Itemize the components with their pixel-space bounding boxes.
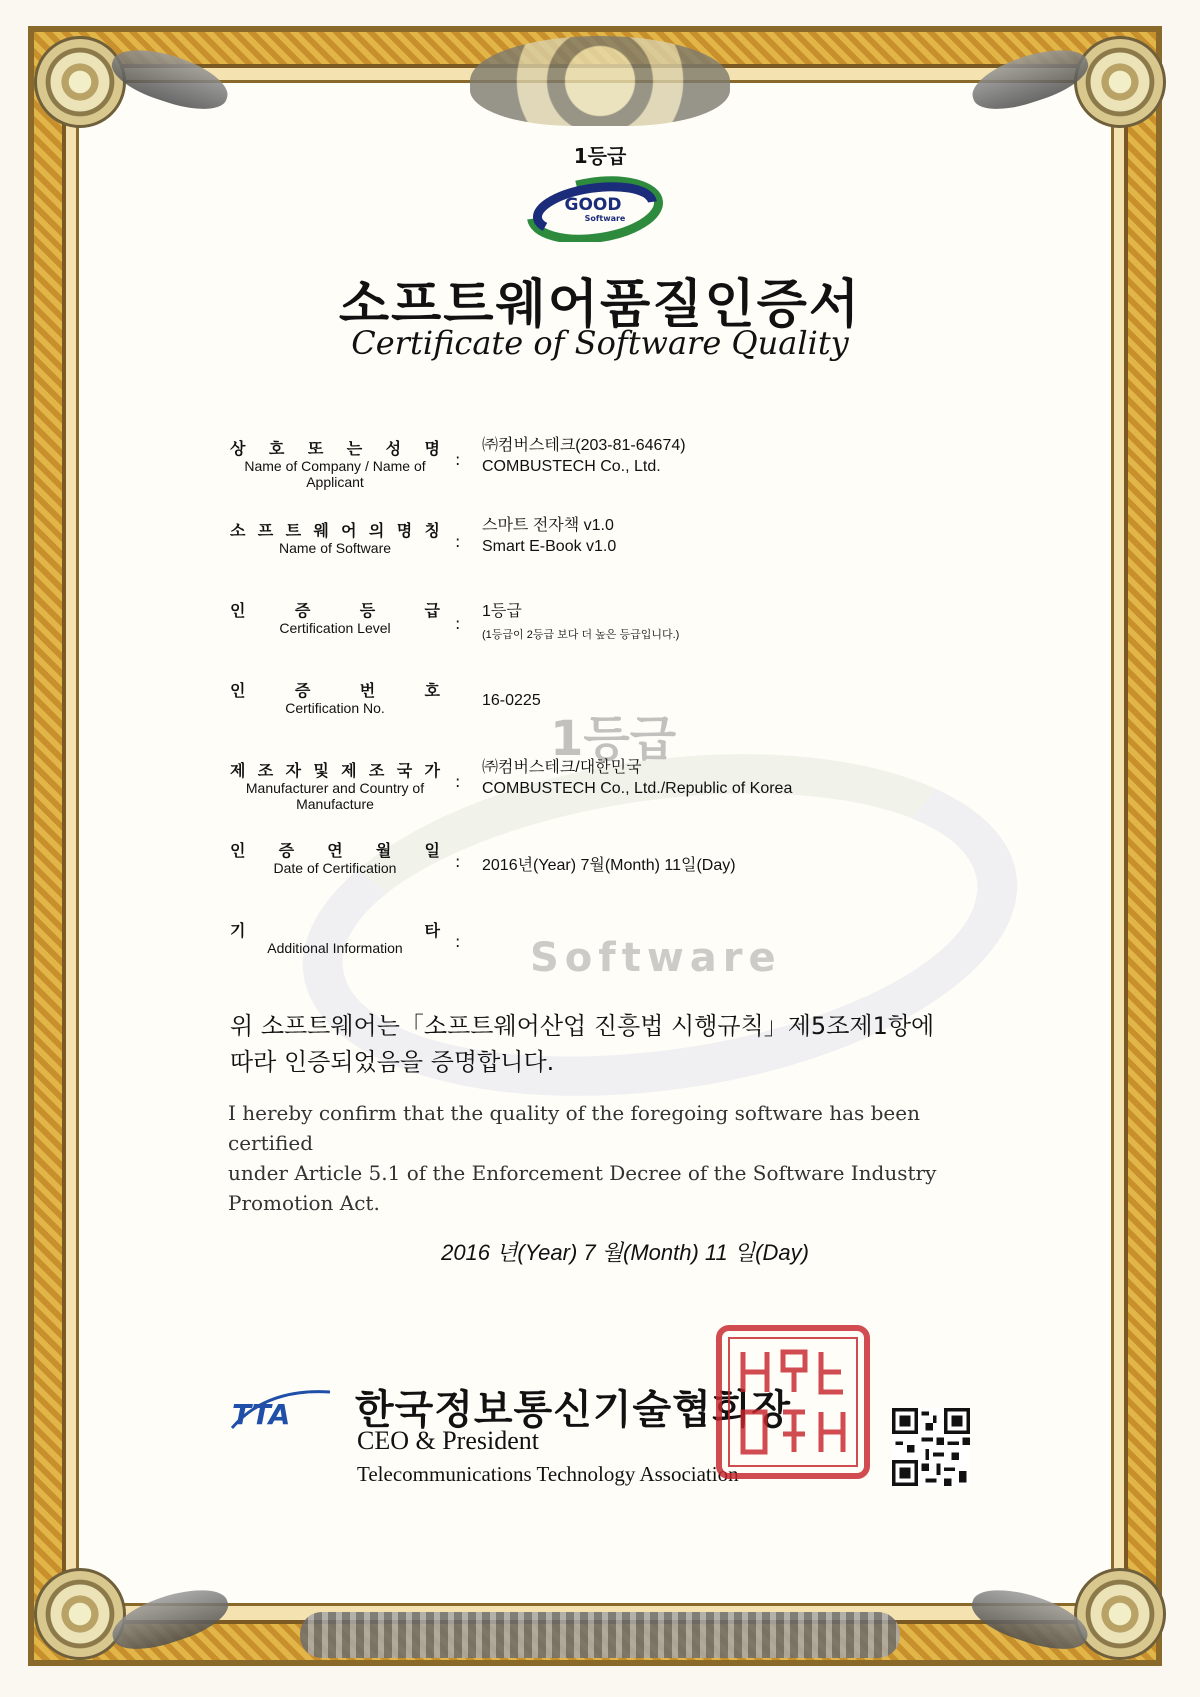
label-char: 증 [278, 841, 295, 860]
statement-en-line3: Promotion Act. [228, 1191, 380, 1215]
corner-rosette-top-right [1074, 36, 1166, 128]
label-char: 소 [230, 521, 246, 540]
top-ornament [470, 36, 730, 126]
label-ko [230, 838, 440, 861]
label-char: 타 [424, 921, 440, 940]
label-char: 기 [230, 921, 246, 940]
statement-english [228, 1098, 988, 1218]
statement-en-line1: I hereby confirm that the quality of the foregoing software has been certified [228, 1101, 920, 1155]
bottom-ornament [300, 1612, 900, 1658]
watermark-software: Software [530, 935, 782, 981]
label-char: 번 [359, 681, 376, 700]
value-line1: 1등급 [482, 603, 522, 620]
label-char: 명 [424, 439, 440, 458]
issuer-org-english: Telecommunications Technology Association [357, 1462, 739, 1486]
label-char: 웨 [313, 521, 329, 540]
svg-text:Software: Software [584, 214, 626, 223]
label-char: 조 [368, 761, 385, 780]
value-line1: ㈜컴버스테크/대한민국 [482, 759, 642, 776]
svg-text:TTA: TTA [232, 1398, 291, 1431]
value-line1: 2016년(Year) 7월(Month) 11일(Day) [482, 857, 736, 874]
watermark-grade: 1등급 [550, 711, 677, 767]
label-en: Name of Software [278, 540, 392, 556]
label-ko [230, 518, 440, 541]
label-char: 급 [424, 601, 440, 620]
value-line2: COMBUSTECH Co., Ltd./Republic of Korea [482, 780, 793, 797]
label-char: 어 [341, 521, 357, 540]
label-ko [230, 678, 440, 701]
label-char: 조 [257, 761, 274, 780]
label-ko [230, 598, 440, 621]
grade-badge: 1등급 [573, 144, 627, 168]
label-char: 트 [285, 521, 302, 540]
colon: : [455, 932, 461, 951]
statement-en-line2: under Article 5.1 of the Enforcement Decree of the Software Industry [228, 1161, 937, 1185]
colon: : [455, 450, 461, 469]
label-char: 일 [424, 841, 440, 860]
label-char: 연 [327, 841, 343, 860]
label-ko [230, 918, 440, 941]
value-line2: Smart E-Book v1.0 [482, 538, 617, 555]
label-char: 등 [359, 601, 376, 620]
label-char: 인 [230, 681, 246, 700]
label-char: 가 [424, 761, 440, 780]
label-en: Additional Information [267, 940, 403, 956]
label-char: 증 [294, 681, 311, 700]
label-en: Manufacturer and Country of Manufacture [245, 780, 425, 812]
statement-korean [230, 1008, 1030, 1080]
label-char: 월 [375, 841, 392, 860]
label-char: 프 [257, 521, 274, 540]
label-char: 인 [230, 841, 246, 860]
label-ko [230, 436, 440, 459]
issue-date: 2016 년(Year) 7 월(Month) 11 일(Day) [441, 1240, 809, 1265]
official-seal-icon [713, 1322, 873, 1482]
colon: : [455, 532, 461, 551]
title-korean: 소프트웨어품질인증서 [338, 275, 862, 335]
colon: : [455, 852, 461, 871]
value-line2: COMBUSTECH Co., Ltd. [482, 458, 661, 475]
issuer-name-korean: 한국정보통신기술협회장 [355, 1387, 792, 1433]
corner-rosette-bottom-right [1074, 1568, 1166, 1660]
good-software-logo-icon [525, 170, 665, 242]
value-line1: 16-0225 [482, 692, 541, 709]
title-english: Certificate of Software Quality [351, 324, 849, 362]
label-char: 제 [230, 761, 246, 780]
corner-rosette-top-left [34, 36, 126, 128]
statement-ko-line1: 위 소프트웨어는「소프트웨어산업 진흥법 시행규칙」제5조제1항에 [230, 1012, 935, 1040]
label-en: Name of Company / Name of Applicant [244, 458, 426, 490]
colon: : [455, 772, 461, 791]
label-char: 인 [230, 601, 246, 620]
label-char: 및 [313, 761, 329, 780]
label-en: Certification No. [285, 700, 385, 716]
label-char: 호 [268, 439, 285, 458]
label-char: 자 [285, 761, 302, 780]
label-en: Date of Certification [273, 860, 397, 876]
value-note: (1등급이 2등급 보다 더 높은 등급입니다.) [482, 629, 680, 641]
label-ko [230, 758, 440, 781]
label-char: 명 [396, 521, 413, 540]
statement-ko-line2: 따라 인증되었음을 증명합니다. [230, 1048, 555, 1076]
label-char: 증 [294, 601, 311, 620]
label-char: 상 [230, 439, 246, 458]
value-line1: 스마트 전자책 v1.0 [482, 517, 614, 534]
value-line1: ㈜컴버스테크(203-81-64674) [482, 437, 686, 454]
svg-text:GOOD: GOOD [564, 195, 622, 215]
label-char: 는 [346, 439, 363, 458]
label-char: 칭 [424, 521, 440, 540]
label-en: Certification Level [279, 620, 391, 636]
label-char: 제 [341, 761, 357, 780]
label-char: 의 [368, 521, 385, 540]
label-char: 성 [385, 439, 402, 458]
issuer-title-english: CEO & President [357, 1426, 539, 1455]
label-char: 또 [307, 439, 324, 458]
colon: : [455, 614, 461, 633]
tta-logo-icon [226, 1382, 336, 1438]
corner-rosette-bottom-left [34, 1568, 126, 1660]
label-char: 호 [424, 681, 440, 700]
qr-code-icon [892, 1408, 970, 1486]
label-char: 국 [396, 761, 413, 780]
